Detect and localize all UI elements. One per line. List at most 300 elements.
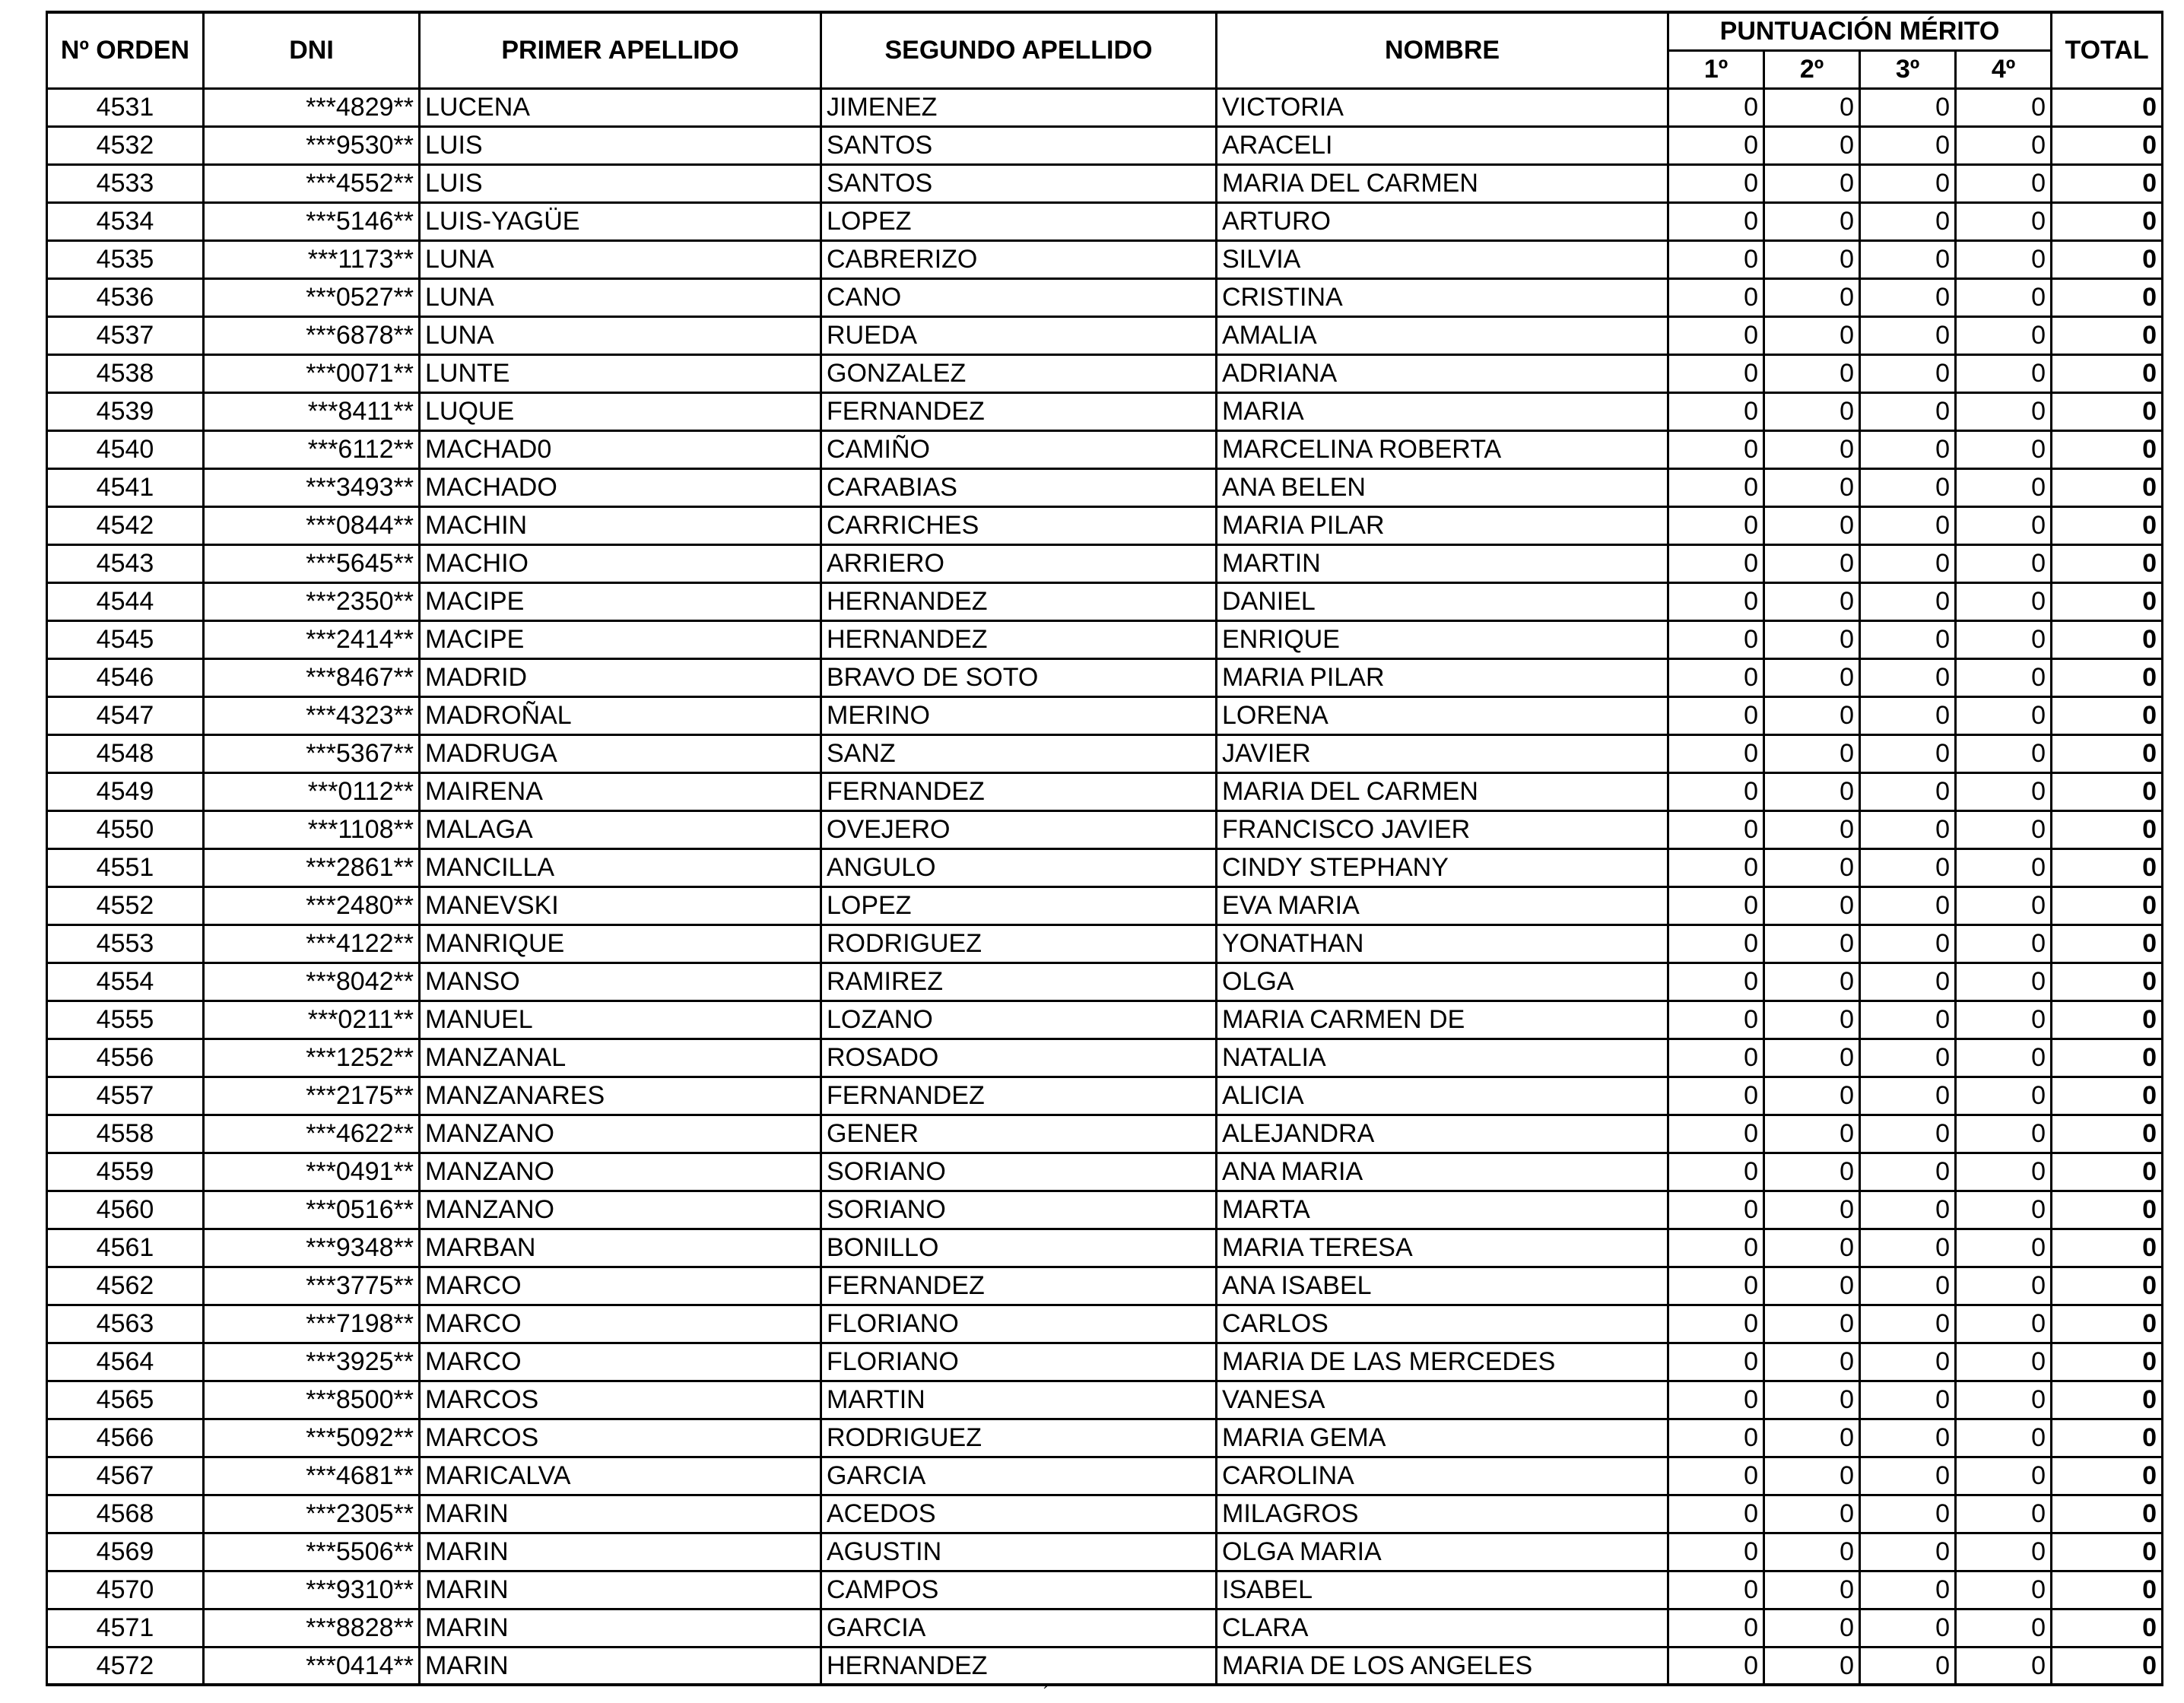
cell-merit-3: 0 bbox=[1860, 924, 1956, 962]
cell-merit-2: 0 bbox=[1764, 1457, 1860, 1495]
cell-primer-apellido: MACIPE bbox=[420, 620, 821, 658]
cell-primer-apellido: MADROÑAL bbox=[420, 696, 821, 734]
cell-segundo-apellido: SANTOS bbox=[821, 126, 1217, 164]
cell-merit-3: 0 bbox=[1860, 1419, 1956, 1457]
cell-nombre: ANA MARIA bbox=[1217, 1153, 1668, 1191]
cell-segundo-apellido: FLORIANO bbox=[821, 1343, 1217, 1381]
cell-merit-3: 0 bbox=[1860, 468, 1956, 506]
table-row bbox=[47, 848, 2163, 886]
cell-merit-1: 0 bbox=[1668, 810, 1764, 848]
table-row bbox=[47, 658, 2163, 696]
cell-merit-3: 0 bbox=[1860, 430, 1956, 468]
cell-segundo-apellido: MARTIN bbox=[821, 1381, 1217, 1419]
cell-nombre: VICTORIA bbox=[1217, 88, 1668, 126]
cell-segundo-apellido: FERNANDEZ bbox=[821, 392, 1217, 430]
cell-segundo-apellido: RUEDA bbox=[821, 316, 1217, 354]
table-row bbox=[47, 506, 2163, 544]
cell-nombre: YONATHAN bbox=[1217, 924, 1668, 962]
cell-merit-3: 0 bbox=[1860, 544, 1956, 582]
cell-merit-3: 0 bbox=[1860, 1267, 1956, 1305]
cell-merit-3: 0 bbox=[1860, 1077, 1956, 1115]
cell-dni: ***0491** bbox=[204, 1153, 420, 1191]
cell-merit-3: 0 bbox=[1860, 164, 1956, 202]
cell-merit-1: 0 bbox=[1668, 1609, 1764, 1647]
table-row bbox=[47, 582, 2163, 620]
cell-merit-2: 0 bbox=[1764, 658, 1860, 696]
cell-merit-3: 0 bbox=[1860, 962, 1956, 1001]
cell-merit-2: 0 bbox=[1764, 430, 1860, 468]
cell-segundo-apellido: HERNANDEZ bbox=[821, 1647, 1217, 1685]
cell-nombre: ANA ISABEL bbox=[1217, 1267, 1668, 1305]
cell-total: 0 bbox=[2052, 1571, 2163, 1609]
cell-dni: ***0211** bbox=[204, 1001, 420, 1039]
cell-dni: ***5092** bbox=[204, 1419, 420, 1457]
cell-merit-3: 0 bbox=[1860, 1305, 1956, 1343]
merit-score-table bbox=[46, 11, 2163, 1686]
cell-dni: ***7198** bbox=[204, 1305, 420, 1343]
cell-dni: ***4681** bbox=[204, 1457, 420, 1495]
cell-merit-2: 0 bbox=[1764, 962, 1860, 1001]
cell-total: 0 bbox=[2052, 924, 2163, 962]
cell-orden: 4568 bbox=[47, 1495, 204, 1533]
cell-total: 0 bbox=[2052, 620, 2163, 658]
cell-orden: 4541 bbox=[47, 468, 204, 506]
cell-merit-3: 0 bbox=[1860, 278, 1956, 316]
table-row bbox=[47, 810, 2163, 848]
cell-nombre: JAVIER bbox=[1217, 734, 1668, 772]
cell-dni: ***2175** bbox=[204, 1077, 420, 1115]
cell-total: 0 bbox=[2052, 88, 2163, 126]
cell-nombre: MILAGROS bbox=[1217, 1495, 1668, 1533]
table-row bbox=[47, 468, 2163, 506]
cell-segundo-apellido: SANZ bbox=[821, 734, 1217, 772]
header-merit-2: 2º bbox=[1764, 50, 1860, 88]
cell-primer-apellido: MANZANARES bbox=[420, 1077, 821, 1115]
cell-merit-2: 0 bbox=[1764, 126, 1860, 164]
cell-dni: ***4622** bbox=[204, 1115, 420, 1153]
cell-dni: ***0414** bbox=[204, 1647, 420, 1685]
cell-merit-3: 0 bbox=[1860, 88, 1956, 126]
cell-dni: ***2480** bbox=[204, 886, 420, 924]
cell-dni: ***8828** bbox=[204, 1609, 420, 1647]
cell-merit-1: 0 bbox=[1668, 126, 1764, 164]
cell-primer-apellido: MARCO bbox=[420, 1343, 821, 1381]
cell-total: 0 bbox=[2052, 848, 2163, 886]
cell-segundo-apellido: FERNANDEZ bbox=[821, 772, 1217, 810]
cell-segundo-apellido: RODRIGUEZ bbox=[821, 924, 1217, 962]
cell-merit-4: 0 bbox=[1956, 1115, 2052, 1153]
cell-merit-4: 0 bbox=[1956, 1609, 2052, 1647]
cell-merit-4: 0 bbox=[1956, 88, 2052, 126]
cell-primer-apellido: MARCO bbox=[420, 1305, 821, 1343]
cell-merit-3: 0 bbox=[1860, 1495, 1956, 1533]
cell-segundo-apellido: LOZANO bbox=[821, 1001, 1217, 1039]
cell-merit-2: 0 bbox=[1764, 1647, 1860, 1685]
cell-total: 0 bbox=[2052, 582, 2163, 620]
cell-segundo-apellido: CARABIAS bbox=[821, 468, 1217, 506]
cell-segundo-apellido: JIMENEZ bbox=[821, 88, 1217, 126]
table-row bbox=[47, 1533, 2163, 1571]
cell-merit-2: 0 bbox=[1764, 772, 1860, 810]
page-mark: ´ bbox=[1043, 1683, 1049, 1702]
cell-merit-4: 0 bbox=[1956, 316, 2052, 354]
cell-primer-apellido: LUNA bbox=[420, 278, 821, 316]
cell-nombre: CRISTINA bbox=[1217, 278, 1668, 316]
cell-dni: ***5506** bbox=[204, 1533, 420, 1571]
cell-primer-apellido: MARCOS bbox=[420, 1381, 821, 1419]
cell-merit-2: 0 bbox=[1764, 354, 1860, 392]
cell-segundo-apellido: CABRERIZO bbox=[821, 240, 1217, 278]
cell-merit-1: 0 bbox=[1668, 1343, 1764, 1381]
header-primer-apellido: PRIMER APELLIDO bbox=[420, 12, 821, 88]
cell-merit-1: 0 bbox=[1668, 1571, 1764, 1609]
cell-primer-apellido: MACHAD0 bbox=[420, 430, 821, 468]
cell-segundo-apellido: GENER bbox=[821, 1115, 1217, 1153]
cell-merit-3: 0 bbox=[1860, 506, 1956, 544]
header-total: TOTAL bbox=[2052, 12, 2163, 88]
cell-merit-2: 0 bbox=[1764, 886, 1860, 924]
cell-dni: ***5367** bbox=[204, 734, 420, 772]
cell-merit-3: 0 bbox=[1860, 392, 1956, 430]
cell-merit-2: 0 bbox=[1764, 620, 1860, 658]
cell-merit-2: 0 bbox=[1764, 1191, 1860, 1229]
cell-segundo-apellido: GARCIA bbox=[821, 1457, 1217, 1495]
cell-merit-1: 0 bbox=[1668, 506, 1764, 544]
cell-orden: 4566 bbox=[47, 1419, 204, 1457]
cell-dni: ***6112** bbox=[204, 430, 420, 468]
cell-merit-4: 0 bbox=[1956, 1191, 2052, 1229]
cell-merit-1: 0 bbox=[1668, 696, 1764, 734]
cell-merit-2: 0 bbox=[1764, 88, 1860, 126]
cell-merit-2: 0 bbox=[1764, 1495, 1860, 1533]
cell-total: 0 bbox=[2052, 1533, 2163, 1571]
cell-orden: 4553 bbox=[47, 924, 204, 962]
cell-orden: 4558 bbox=[47, 1115, 204, 1153]
cell-merit-1: 0 bbox=[1668, 658, 1764, 696]
cell-merit-3: 0 bbox=[1860, 202, 1956, 240]
cell-dni: ***8500** bbox=[204, 1381, 420, 1419]
cell-segundo-apellido: AGUSTIN bbox=[821, 1533, 1217, 1571]
table-row bbox=[47, 962, 2163, 1001]
cell-merit-3: 0 bbox=[1860, 658, 1956, 696]
cell-merit-3: 0 bbox=[1860, 240, 1956, 278]
cell-merit-1: 0 bbox=[1668, 202, 1764, 240]
cell-merit-1: 0 bbox=[1668, 392, 1764, 430]
cell-orden: 4571 bbox=[47, 1609, 204, 1647]
cell-merit-4: 0 bbox=[1956, 240, 2052, 278]
table-row bbox=[47, 1495, 2163, 1533]
cell-dni: ***4122** bbox=[204, 924, 420, 962]
cell-primer-apellido: LUNTE bbox=[420, 354, 821, 392]
cell-merit-2: 0 bbox=[1764, 278, 1860, 316]
cell-segundo-apellido: BONILLO bbox=[821, 1229, 1217, 1267]
cell-merit-4: 0 bbox=[1956, 848, 2052, 886]
cell-merit-4: 0 bbox=[1956, 696, 2052, 734]
cell-total: 0 bbox=[2052, 696, 2163, 734]
cell-merit-2: 0 bbox=[1764, 1267, 1860, 1305]
table-row bbox=[47, 430, 2163, 468]
cell-nombre: ALICIA bbox=[1217, 1077, 1668, 1115]
table-row bbox=[47, 1571, 2163, 1609]
cell-dni: ***3775** bbox=[204, 1267, 420, 1305]
cell-primer-apellido: LUIS bbox=[420, 164, 821, 202]
cell-total: 0 bbox=[2052, 1647, 2163, 1685]
cell-total: 0 bbox=[2052, 734, 2163, 772]
cell-merit-3: 0 bbox=[1860, 1191, 1956, 1229]
cell-segundo-apellido: HERNANDEZ bbox=[821, 582, 1217, 620]
cell-merit-1: 0 bbox=[1668, 1077, 1764, 1115]
cell-orden: 4551 bbox=[47, 848, 204, 886]
header-puntuacion-merito: PUNTUACIÓN MÉRITO bbox=[1668, 12, 2052, 50]
cell-nombre: MARIA PILAR bbox=[1217, 506, 1668, 544]
cell-total: 0 bbox=[2052, 1077, 2163, 1115]
cell-nombre: CLARA bbox=[1217, 1609, 1668, 1647]
cell-nombre: MARIA DE LAS MERCEDES bbox=[1217, 1343, 1668, 1381]
cell-total: 0 bbox=[2052, 506, 2163, 544]
cell-orden: 4548 bbox=[47, 734, 204, 772]
cell-orden: 4567 bbox=[47, 1457, 204, 1495]
table-row bbox=[47, 1229, 2163, 1267]
cell-primer-apellido: MARIN bbox=[420, 1647, 821, 1685]
cell-merit-1: 0 bbox=[1668, 1381, 1764, 1419]
cell-orden: 4531 bbox=[47, 88, 204, 126]
cell-merit-4: 0 bbox=[1956, 924, 2052, 962]
cell-total: 0 bbox=[2052, 1305, 2163, 1343]
cell-orden: 4544 bbox=[47, 582, 204, 620]
cell-merit-4: 0 bbox=[1956, 1571, 2052, 1609]
table-row bbox=[47, 924, 2163, 962]
cell-merit-1: 0 bbox=[1668, 582, 1764, 620]
cell-nombre: DANIEL bbox=[1217, 582, 1668, 620]
cell-merit-1: 0 bbox=[1668, 1115, 1764, 1153]
cell-dni: ***4323** bbox=[204, 696, 420, 734]
cell-segundo-apellido: GARCIA bbox=[821, 1609, 1217, 1647]
cell-total: 0 bbox=[2052, 1419, 2163, 1457]
cell-dni: ***0844** bbox=[204, 506, 420, 544]
cell-merit-4: 0 bbox=[1956, 202, 2052, 240]
cell-merit-1: 0 bbox=[1668, 1533, 1764, 1571]
cell-merit-4: 0 bbox=[1956, 1495, 2052, 1533]
cell-merit-3: 0 bbox=[1860, 1343, 1956, 1381]
cell-primer-apellido: MALAGA bbox=[420, 810, 821, 848]
cell-primer-apellido: MACIPE bbox=[420, 582, 821, 620]
cell-segundo-apellido: LOPEZ bbox=[821, 202, 1217, 240]
cell-merit-1: 0 bbox=[1668, 1267, 1764, 1305]
cell-merit-4: 0 bbox=[1956, 1419, 2052, 1457]
cell-merit-3: 0 bbox=[1860, 316, 1956, 354]
table-row bbox=[47, 354, 2163, 392]
cell-merit-1: 0 bbox=[1668, 1457, 1764, 1495]
cell-merit-1: 0 bbox=[1668, 848, 1764, 886]
table-header bbox=[47, 12, 2163, 88]
cell-primer-apellido: LUIS-YAGÜE bbox=[420, 202, 821, 240]
cell-dni: ***9530** bbox=[204, 126, 420, 164]
cell-merit-3: 0 bbox=[1860, 1609, 1956, 1647]
table-row bbox=[47, 240, 2163, 278]
cell-orden: 4554 bbox=[47, 962, 204, 1001]
cell-primer-apellido: MARIN bbox=[420, 1495, 821, 1533]
cell-merit-4: 0 bbox=[1956, 962, 2052, 1001]
cell-orden: 4532 bbox=[47, 126, 204, 164]
cell-primer-apellido: LUNA bbox=[420, 240, 821, 278]
cell-segundo-apellido: ANGULO bbox=[821, 848, 1217, 886]
cell-dni: ***2414** bbox=[204, 620, 420, 658]
cell-segundo-apellido: MERINO bbox=[821, 696, 1217, 734]
cell-orden: 4569 bbox=[47, 1533, 204, 1571]
cell-total: 0 bbox=[2052, 1495, 2163, 1533]
cell-merit-1: 0 bbox=[1668, 1419, 1764, 1457]
cell-primer-apellido: MAIRENA bbox=[420, 772, 821, 810]
cell-nombre: ALEJANDRA bbox=[1217, 1115, 1668, 1153]
cell-primer-apellido: MANZANAL bbox=[420, 1039, 821, 1077]
cell-segundo-apellido: FLORIANO bbox=[821, 1305, 1217, 1343]
cell-nombre: EVA MARIA bbox=[1217, 886, 1668, 924]
cell-merit-3: 0 bbox=[1860, 1571, 1956, 1609]
cell-segundo-apellido: FERNANDEZ bbox=[821, 1077, 1217, 1115]
cell-merit-2: 0 bbox=[1764, 506, 1860, 544]
cell-merit-2: 0 bbox=[1764, 1305, 1860, 1343]
cell-nombre: ARTURO bbox=[1217, 202, 1668, 240]
cell-segundo-apellido: CAMIÑO bbox=[821, 430, 1217, 468]
cell-total: 0 bbox=[2052, 1115, 2163, 1153]
cell-nombre: MARTIN bbox=[1217, 544, 1668, 582]
cell-primer-apellido: MARIN bbox=[420, 1571, 821, 1609]
cell-merit-4: 0 bbox=[1956, 430, 2052, 468]
cell-merit-1: 0 bbox=[1668, 354, 1764, 392]
cell-merit-4: 0 bbox=[1956, 886, 2052, 924]
cell-merit-2: 0 bbox=[1764, 1115, 1860, 1153]
cell-total: 0 bbox=[2052, 392, 2163, 430]
cell-primer-apellido: MADRUGA bbox=[420, 734, 821, 772]
cell-merit-4: 0 bbox=[1956, 506, 2052, 544]
cell-total: 0 bbox=[2052, 1039, 2163, 1077]
cell-dni: ***1252** bbox=[204, 1039, 420, 1077]
cell-merit-3: 0 bbox=[1860, 1153, 1956, 1191]
cell-total: 0 bbox=[2052, 962, 2163, 1001]
cell-dni: ***8042** bbox=[204, 962, 420, 1001]
cell-primer-apellido: MANEVSKI bbox=[420, 886, 821, 924]
cell-merit-2: 0 bbox=[1764, 468, 1860, 506]
table-row bbox=[47, 1419, 2163, 1457]
cell-orden: 4557 bbox=[47, 1077, 204, 1115]
table-row bbox=[47, 1191, 2163, 1229]
cell-merit-4: 0 bbox=[1956, 1305, 2052, 1343]
cell-merit-1: 0 bbox=[1668, 1229, 1764, 1267]
cell-merit-1: 0 bbox=[1668, 1001, 1764, 1039]
cell-nombre: VANESA bbox=[1217, 1381, 1668, 1419]
cell-merit-4: 0 bbox=[1956, 1457, 2052, 1495]
cell-merit-4: 0 bbox=[1956, 1077, 2052, 1115]
table-row bbox=[47, 1001, 2163, 1039]
cell-merit-4: 0 bbox=[1956, 772, 2052, 810]
cell-merit-4: 0 bbox=[1956, 1381, 2052, 1419]
cell-orden: 4535 bbox=[47, 240, 204, 278]
table-row bbox=[47, 1381, 2163, 1419]
cell-merit-2: 0 bbox=[1764, 202, 1860, 240]
table-row bbox=[47, 278, 2163, 316]
cell-nombre: ANA BELEN bbox=[1217, 468, 1668, 506]
cell-primer-apellido: MACHIN bbox=[420, 506, 821, 544]
cell-merit-3: 0 bbox=[1860, 886, 1956, 924]
cell-total: 0 bbox=[2052, 772, 2163, 810]
cell-merit-2: 0 bbox=[1764, 924, 1860, 962]
cell-nombre: SILVIA bbox=[1217, 240, 1668, 278]
cell-merit-4: 0 bbox=[1956, 810, 2052, 848]
cell-segundo-apellido: GONZALEZ bbox=[821, 354, 1217, 392]
cell-merit-3: 0 bbox=[1860, 1229, 1956, 1267]
cell-segundo-apellido: OVEJERO bbox=[821, 810, 1217, 848]
table-row bbox=[47, 392, 2163, 430]
cell-orden: 4550 bbox=[47, 810, 204, 848]
cell-dni: ***0516** bbox=[204, 1191, 420, 1229]
cell-dni: ***2350** bbox=[204, 582, 420, 620]
table-row bbox=[47, 886, 2163, 924]
cell-merit-4: 0 bbox=[1956, 620, 2052, 658]
cell-nombre: MARIA GEMA bbox=[1217, 1419, 1668, 1457]
cell-nombre: MARTA bbox=[1217, 1191, 1668, 1229]
cell-merit-2: 0 bbox=[1764, 1343, 1860, 1381]
cell-total: 0 bbox=[2052, 1001, 2163, 1039]
cell-merit-3: 0 bbox=[1860, 772, 1956, 810]
cell-dni: ***6878** bbox=[204, 316, 420, 354]
cell-primer-apellido: MACHIO bbox=[420, 544, 821, 582]
cell-nombre: ADRIANA bbox=[1217, 354, 1668, 392]
cell-merit-2: 0 bbox=[1764, 240, 1860, 278]
cell-total: 0 bbox=[2052, 1229, 2163, 1267]
cell-dni: ***4829** bbox=[204, 88, 420, 126]
cell-segundo-apellido: CANO bbox=[821, 278, 1217, 316]
cell-merit-3: 0 bbox=[1860, 354, 1956, 392]
cell-dni: ***3493** bbox=[204, 468, 420, 506]
cell-merit-1: 0 bbox=[1668, 1191, 1764, 1229]
cell-merit-1: 0 bbox=[1668, 164, 1764, 202]
cell-primer-apellido: MACHADO bbox=[420, 468, 821, 506]
cell-orden: 4540 bbox=[47, 430, 204, 468]
cell-merit-3: 0 bbox=[1860, 1457, 1956, 1495]
table-row bbox=[47, 316, 2163, 354]
cell-orden: 4543 bbox=[47, 544, 204, 582]
cell-merit-4: 0 bbox=[1956, 392, 2052, 430]
cell-merit-3: 0 bbox=[1860, 696, 1956, 734]
cell-dni: ***0527** bbox=[204, 278, 420, 316]
cell-total: 0 bbox=[2052, 544, 2163, 582]
cell-nombre: AMALIA bbox=[1217, 316, 1668, 354]
cell-merit-2: 0 bbox=[1764, 1153, 1860, 1191]
cell-merit-3: 0 bbox=[1860, 620, 1956, 658]
cell-segundo-apellido: CAMPOS bbox=[821, 1571, 1217, 1609]
cell-nombre: MARIA DE LOS ANGELES bbox=[1217, 1647, 1668, 1685]
cell-merit-3: 0 bbox=[1860, 126, 1956, 164]
cell-orden: 4536 bbox=[47, 278, 204, 316]
cell-nombre: CAROLINA bbox=[1217, 1457, 1668, 1495]
cell-merit-2: 0 bbox=[1764, 1571, 1860, 1609]
cell-merit-3: 0 bbox=[1860, 1115, 1956, 1153]
cell-primer-apellido: MANZANO bbox=[420, 1191, 821, 1229]
cell-primer-apellido: MANRIQUE bbox=[420, 924, 821, 962]
cell-total: 0 bbox=[2052, 1381, 2163, 1419]
cell-orden: 4559 bbox=[47, 1153, 204, 1191]
cell-merit-4: 0 bbox=[1956, 1153, 2052, 1191]
table-row bbox=[47, 1647, 2163, 1685]
cell-orden: 4542 bbox=[47, 506, 204, 544]
cell-merit-1: 0 bbox=[1668, 886, 1764, 924]
cell-orden: 4537 bbox=[47, 316, 204, 354]
table-row bbox=[47, 202, 2163, 240]
table-row bbox=[47, 1343, 2163, 1381]
cell-orden: 4547 bbox=[47, 696, 204, 734]
cell-dni: ***4552** bbox=[204, 164, 420, 202]
cell-segundo-apellido: RAMIREZ bbox=[821, 962, 1217, 1001]
